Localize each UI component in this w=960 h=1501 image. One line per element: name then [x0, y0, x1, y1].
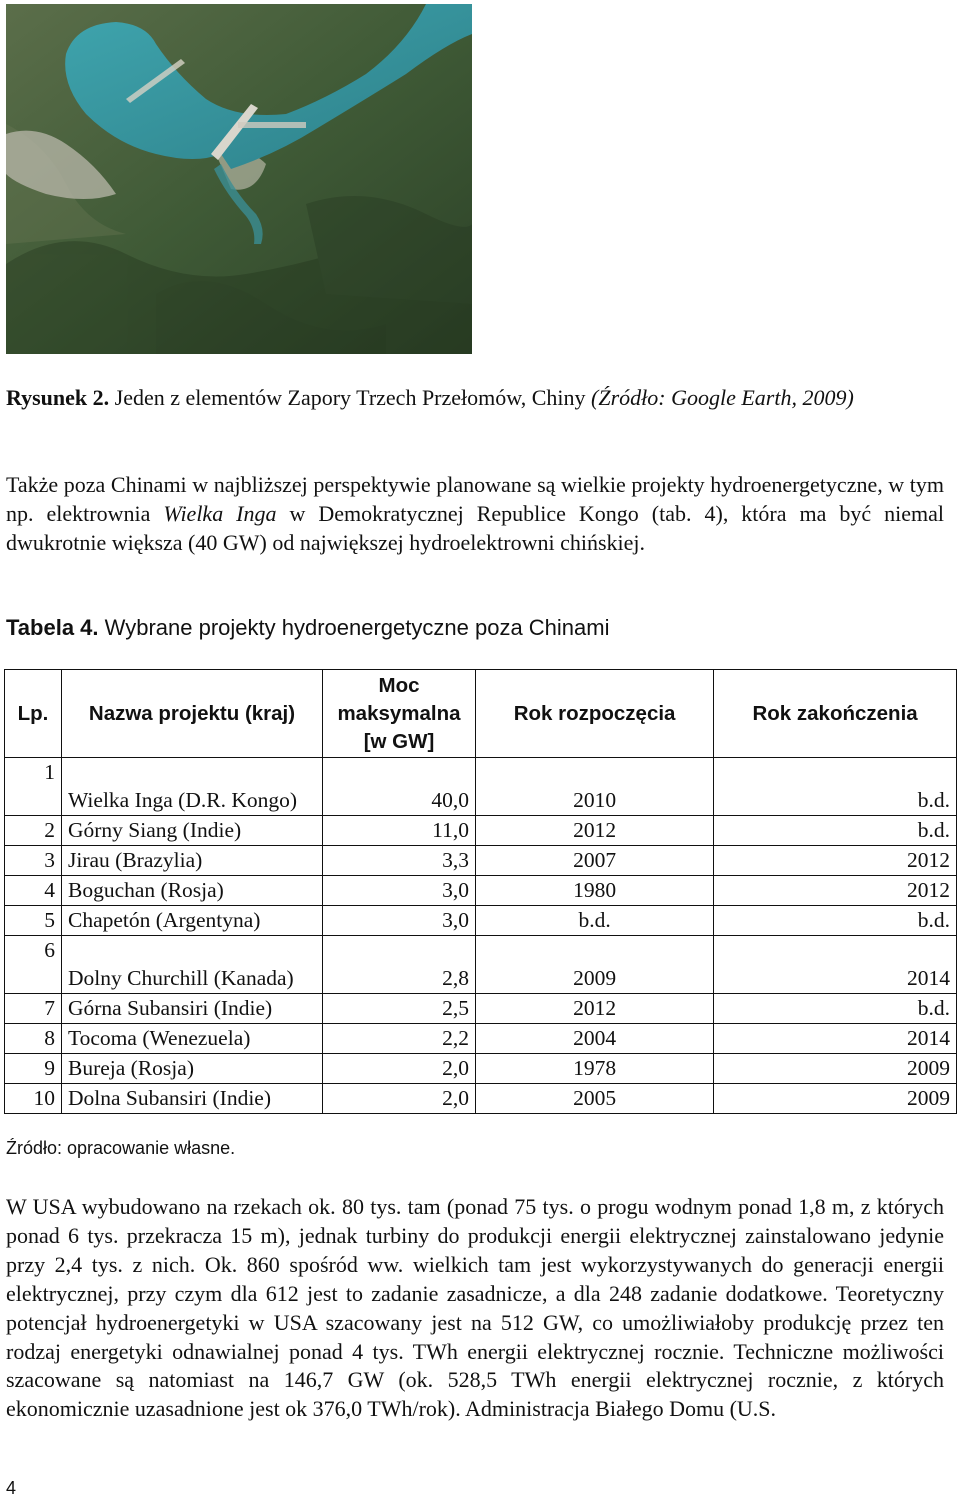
paragraph-intro-part1: Także poza Chinami w najbliższej perspektywie planowane są wielkie projekty hydroenergetyczne, w tym np. elektrownia: [6, 472, 944, 526]
paragraph-intro-part2: w Demokratycznej Republice Kongo (tab. 4), która ma być niemal dwukrotnie większa (40 GW) od największej hydroelektrowni chińskiej.: [6, 501, 944, 555]
cell-name: Dolna Subansiri (Indie): [62, 1084, 323, 1114]
cell-lp: 7: [5, 994, 62, 1024]
cell-moc: 2,2: [323, 1024, 476, 1054]
cell-end: 2009: [714, 1054, 957, 1084]
cell-moc: 2,8: [323, 936, 476, 994]
cell-start: 2005: [476, 1084, 714, 1114]
cell-start: 2012: [476, 816, 714, 846]
cell-start: 1980: [476, 876, 714, 906]
cell-moc: 3,3: [323, 846, 476, 876]
cell-end: 2014: [714, 1024, 957, 1054]
cell-lp: 6: [5, 936, 62, 994]
cell-lp: 9: [5, 1054, 62, 1084]
header-start: Rok rozpoczęcia: [476, 670, 714, 758]
cell-lp: 3: [5, 846, 62, 876]
cell-name: Górny Siang (Indie): [62, 816, 323, 846]
cell-end: 2012: [714, 876, 957, 906]
table-title-text: Wybrane projekty hydroenergetyczne poza Chinami: [98, 615, 610, 640]
cell-name: Tocoma (Wenezuela): [62, 1024, 323, 1054]
table-label: Tabela 4.: [6, 615, 99, 640]
figure-caption-source: (Źródło: Google Earth, 2009): [591, 385, 854, 410]
table-row: [5, 846, 957, 876]
cell-end: b.d.: [714, 758, 957, 816]
figure-caption: [6, 384, 944, 412]
cell-name: Górna Subansiri (Indie): [62, 994, 323, 1024]
paragraph-usa: W USA wybudowano na rzekach ok. 80 tys. tam (ponad 75 tys. o progu wodnym ponad 1,8 m, z których ponad 6 tys. przekracza 15 m), jednak turbiny do produkcji energii elektrycznej zainstalowano jedynie przy 2,4 tys. z nich. Ok. 860 spośród ww. wielkich tam jest wykorzystywanych do generacji energii elektrycznej, przy czym dla 612 jest to zadanie zasadnicze, a dla 248 zadanie dodatkowe. Teoretyczny potencjał hydroenergetyki w USA szacowany jest na 512 GW, co umożliwiałoby produkcję przez ten rodzaj energetyki odnawialnej ponad 4 tys. TWh energii elektrycznej rocznie. Techniczne możliwości szacowane są natomiast na 146,7 GW (ok. 528,5 TWh energii elektrycznej rocznie, z których ekonomicznie uzasadnione jest ok 376,0 TWh/rok). Administracja Białego Domu (U.S.: [6, 1194, 944, 1422]
cell-moc: 2,0: [323, 1084, 476, 1114]
table-source-note: Źródło: opracowanie własne.: [6, 1138, 236, 1158]
cell-start: 2012: [476, 994, 714, 1024]
header-lp: Lp.: [5, 670, 62, 758]
figure-caption-text: Jeden z elementów Zapory Trzech Przełomów, Chiny: [109, 385, 592, 410]
cell-name: Boguchan (Rosja): [62, 876, 323, 906]
page-number: 4: [6, 1478, 17, 1498]
table-row: [5, 1024, 957, 1054]
cell-name: Jirau (Brazylia): [62, 846, 323, 876]
table-row: [5, 936, 957, 994]
header-end: Rok zakończenia: [714, 670, 957, 758]
cell-moc: 2,0: [323, 1054, 476, 1084]
cell-start: b.d.: [476, 906, 714, 936]
cell-lp: 10: [5, 1084, 62, 1114]
cell-lp: 4: [5, 876, 62, 906]
table-row: [5, 876, 957, 906]
cell-lp: 1: [5, 758, 62, 816]
table-header-row: [5, 670, 957, 758]
cell-moc: 3,0: [323, 906, 476, 936]
cell-moc: 11,0: [323, 816, 476, 846]
cell-moc: 40,0: [323, 758, 476, 816]
satellite-photo-three-gorges-dam: [6, 4, 472, 354]
cell-moc: 3,0: [323, 876, 476, 906]
cell-end: b.d.: [714, 816, 957, 846]
cell-start: 2004: [476, 1024, 714, 1054]
cell-end: 2009: [714, 1084, 957, 1114]
header-name: Nazwa projektu (kraj): [62, 670, 323, 758]
table-row: [5, 758, 957, 816]
cell-start: 2010: [476, 758, 714, 816]
cell-start: 2009: [476, 936, 714, 994]
cell-end: b.d.: [714, 994, 957, 1024]
table-row: [5, 1084, 957, 1114]
figure-label: Rysunek 2.: [6, 385, 110, 410]
table-row: [5, 906, 957, 936]
paragraph-intro-italic: Wielka Inga: [163, 501, 277, 526]
cell-name: Wielka Inga (D.R. Kongo): [62, 758, 323, 816]
table-title: [6, 614, 609, 642]
cell-name: Chapetón (Argentyna): [62, 906, 323, 936]
paragraph-intro: [6, 470, 944, 557]
cell-name: Bureja (Rosja): [62, 1054, 323, 1084]
cell-moc: 2,5: [323, 994, 476, 1024]
table-row: [5, 994, 957, 1024]
projects-table: [4, 669, 957, 1114]
table-row: [5, 1054, 957, 1084]
table-row: [5, 816, 957, 846]
cell-lp: 8: [5, 1024, 62, 1054]
header-moc: Moc maksymalna [w GW]: [323, 670, 476, 758]
cell-lp: 5: [5, 906, 62, 936]
cell-end: 2012: [714, 846, 957, 876]
cell-start: 1978: [476, 1054, 714, 1084]
cell-lp: 2: [5, 816, 62, 846]
cell-start: 2007: [476, 846, 714, 876]
cell-name: Dolny Churchill (Kanada): [62, 936, 323, 994]
cell-end: 2014: [714, 936, 957, 994]
cell-end: b.d.: [714, 906, 957, 936]
